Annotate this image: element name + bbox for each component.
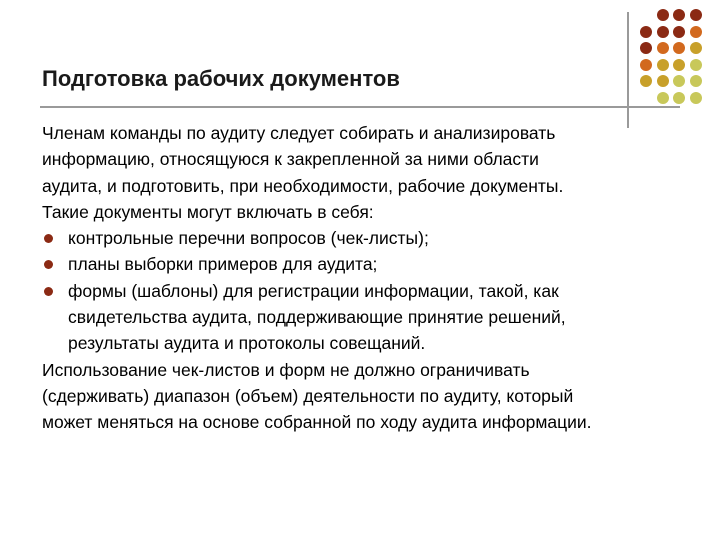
decorative-dot: [657, 59, 669, 71]
decorative-dot: [673, 9, 685, 21]
decorative-dot: [640, 26, 652, 38]
bullet-text-continuation: результаты аудита и протоколы совещаний.: [68, 333, 426, 354]
bullet-text: контрольные перечни вопросов (чек-листы);: [68, 228, 429, 249]
decorative-dot: [657, 42, 669, 54]
decorative-dot: [657, 92, 669, 104]
decorative-dot: [657, 26, 669, 38]
decorative-dot: [640, 75, 652, 87]
bullet-dot-icon: [44, 260, 53, 269]
slide-body: [42, 120, 692, 436]
intro-line: информацию, относящуюся к закрепленной за ними области: [42, 149, 539, 170]
intro-line: аудита, и подготовить, при необходимости, рабочие документы.: [42, 175, 564, 196]
bullet-item: [42, 251, 692, 277]
bullet-item: [42, 225, 692, 251]
vertical-divider: [627, 12, 629, 128]
decorative-dot: [690, 75, 702, 87]
decorative-dot: [673, 59, 685, 71]
bullet-dot-icon: [44, 287, 53, 296]
decorative-dot: [640, 42, 652, 54]
decorative-dot: [673, 75, 685, 87]
intro-line: Такие документы могут включать в себя:: [42, 201, 374, 222]
intro-line: Членам команды по аудиту следует собирать и анализировать: [42, 123, 556, 143]
closing-line: может меняться на основе собранной по ходу аудита информации.: [42, 412, 592, 433]
decorative-dot: [673, 42, 685, 54]
bullet-text-continuation: свидетельства аудита, поддерживающие принятие решений,: [68, 307, 566, 328]
decorative-dot-grid: [640, 9, 700, 109]
decorative-dot: [690, 9, 702, 21]
horizontal-divider: [40, 106, 680, 108]
closing-line: Использование чек-листов и форм не должно ограничивать: [42, 359, 530, 380]
decorative-dot: [690, 92, 702, 104]
bullet-text: формы (шаблоны) для регистрации информации, такой, как: [68, 280, 559, 301]
bullet-item: [42, 278, 692, 357]
decorative-dot: [690, 59, 702, 71]
bullet-text: планы выборки примеров для аудита;: [68, 254, 378, 275]
decorative-dot: [690, 26, 702, 38]
decorative-dot: [673, 26, 685, 38]
decorative-dot: [657, 75, 669, 87]
closing-line: (сдерживать) диапазон (объем) деятельности по аудиту, который: [42, 385, 574, 406]
decorative-dot: [640, 59, 652, 71]
bullet-dot-icon: [44, 234, 53, 243]
decorative-dot: [673, 92, 685, 104]
decorative-dot: [690, 42, 702, 54]
decorative-dot: [657, 9, 669, 21]
slide-title: Подготовка рабочих документов: [42, 66, 400, 91]
